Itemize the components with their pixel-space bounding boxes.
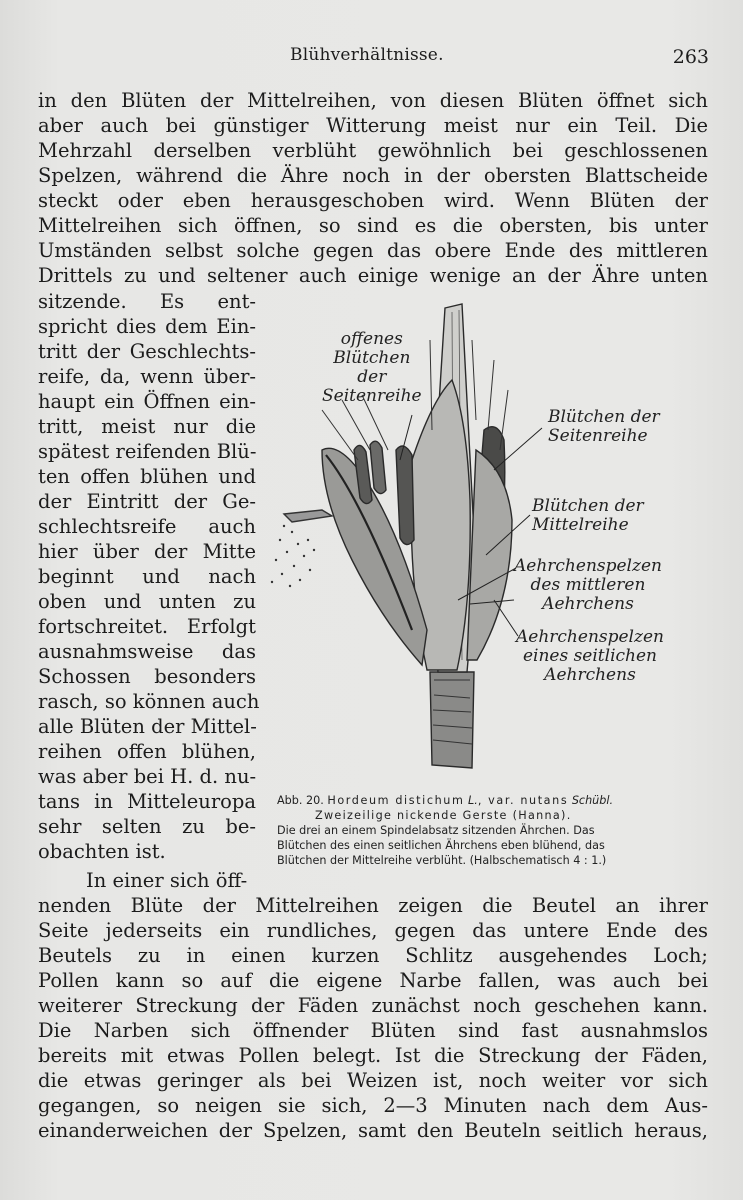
label-floret-middle: Blütchen der Mittelreihe <box>532 496 644 535</box>
text-line: reife, da, wenn über- <box>38 365 256 388</box>
text-line: Umständen selbst solche gegen das obere Ende des mittleren <box>38 239 708 262</box>
text-line: In einer sich öff- <box>86 869 248 892</box>
text-line: spätest reifenden Blü- <box>38 440 257 463</box>
anther <box>370 441 386 493</box>
text-line: beginnt und nach <box>38 565 256 588</box>
label-floret-lateral: Blütchen der Seitenreihe <box>548 407 660 446</box>
caption-line: Blütchen der Mittelreihe verblüht. (Halbschematisch 4 : 1.) <box>277 854 607 867</box>
text-line: Mehrzahl derselben verblüht gewöhnlich bei geschlossenen <box>38 139 708 162</box>
caption-line: Blütchen des einen seitlichen Ährchens eben blühend, das <box>277 839 605 852</box>
label-glumes-lateral: Aehrchenspelzen eines seitlichen Aehrchens <box>516 627 664 685</box>
text-line: obachten ist. <box>38 840 166 863</box>
label-open-floret: offenes Blütchen der Seitenreihe <box>322 329 422 406</box>
rachis-segment <box>430 672 474 768</box>
text-line: rasch, so können auch <box>38 690 260 713</box>
text-line: sitzende. Es ent- <box>38 290 256 313</box>
text-line: reihen offen blühen, <box>38 740 256 763</box>
text-line: alle Blüten der Mittel- <box>38 715 257 738</box>
text-line: steckt oder eben herausgeschoben wird. Wenn Blüten der <box>38 189 708 212</box>
text-line: schlechtsreife auch <box>38 515 256 538</box>
figure-caption <box>277 793 709 868</box>
text-line: sehr selten zu be- <box>38 815 256 838</box>
caption-common-name: Zweizeilige nickende Gerste (Hanna). <box>315 809 572 822</box>
bottom-paragraph <box>38 868 708 1143</box>
text-line: tans in Mitteleuropa <box>38 790 256 813</box>
text-line: Drittels zu und seltener auch einige wenige an der Ähre unten <box>38 264 708 287</box>
text-line: tritt der Geschlechts- <box>38 340 256 363</box>
pollen-cloud <box>271 525 315 587</box>
top-paragraph <box>38 88 708 288</box>
text-line: einanderweichen der Spelzen, samt den Beuteln seitlich heraus, <box>38 1119 708 1142</box>
text-line: bereits mit etwas Pollen belegt. Ist die Streckung der Fäden, <box>38 1044 708 1067</box>
text-line: Mittelreihen sich öffnen, so sind es die obersten, bis unter <box>38 214 708 237</box>
text-line: spricht dies dem Ein- <box>38 315 256 338</box>
text-line: fortschreitet. Erfolgt <box>38 615 256 638</box>
caption-title-line: Abb. 20. Hordeum distichum L., var. nutans Schübl. <box>277 794 614 807</box>
text-line: was aber bei H. d. nu- <box>38 765 257 788</box>
page-number: 263 <box>672 46 709 68</box>
text-line: weiterer Streckung der Fäden zunächst noch geschehen kann. <box>38 994 708 1017</box>
text-line: haupt ein Öffnen ein- <box>38 390 256 413</box>
caption-line: Die drei an einem Spindelabsatz sitzenden Ährchen. Das <box>277 824 595 837</box>
text-line: in den Blüten der Mittelreihen, von diesen Blüten öffnet sich <box>38 89 708 112</box>
text-line: ten offen blühen und <box>38 465 256 488</box>
text-line: ausnahmsweise das <box>38 640 256 663</box>
text-line: aber auch bei günstiger Witterung meist nur ein Teil. Die <box>38 114 708 137</box>
text-line: der Eintritt der Ge- <box>38 490 256 513</box>
text-line: tritt, meist nur die <box>38 415 256 438</box>
text-line: die etwas geringer als bei Weizen ist, noch weiter vor sich <box>38 1069 708 1092</box>
text-line: nenden Blüte der Mittelreihen zeigen die Beutel an ihrer <box>38 894 708 917</box>
text-line: Pollen kann so auf die eigene Narbe fallen, was auch bei <box>38 969 708 992</box>
left-column-text <box>38 289 260 864</box>
text-line: Die Narben sich öffnender Blüten sind fast ausnahmslos <box>38 1019 708 1042</box>
text-line: Seite jederseits ein rundliches, gegen das untere Ende des <box>38 919 708 942</box>
text-line: Spelzen, während die Ähre noch in der obersten Blattscheide <box>38 164 708 187</box>
text-line: oben und unten zu <box>38 590 256 613</box>
text-line: hier über der Mitte <box>38 540 256 563</box>
running-title: Blühverhältnisse. <box>290 45 444 65</box>
text-line: Beutels zu in einen kurzen Schlitz ausgehendes Loch; <box>38 944 708 967</box>
text-line: Schossen besonders <box>38 665 256 688</box>
text-line: gegangen, so neigen sie sich, 2—3 Minuten nach dem Aus- <box>38 1094 708 1117</box>
label-glumes-middle: Aehrchenspelzen des mittleren Aehrchens <box>514 556 662 614</box>
anther <box>396 446 414 545</box>
